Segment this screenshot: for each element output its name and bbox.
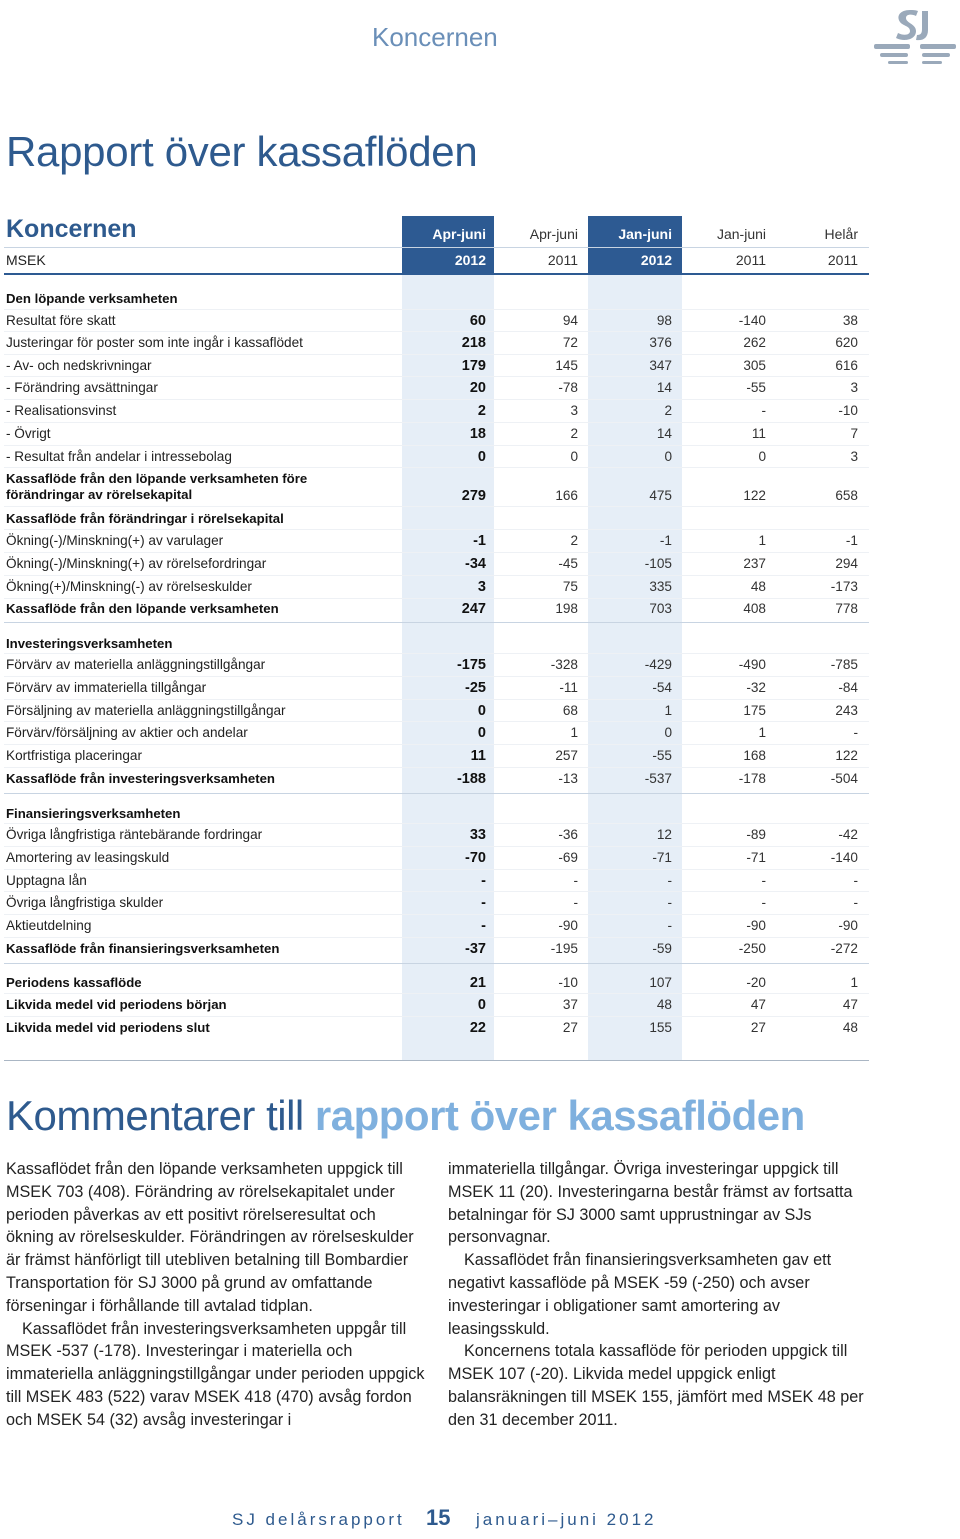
row-separator	[4, 598, 869, 599]
cell-value: 1	[758, 725, 766, 740]
cell-value: 155	[649, 1020, 672, 1035]
cell-value: -	[667, 918, 672, 933]
cell-value: -69	[558, 850, 578, 865]
cell-value: 11	[470, 748, 486, 764]
cell-value: -90	[838, 918, 858, 933]
row-separator	[4, 506, 869, 507]
row-separator	[4, 445, 869, 446]
row-separator	[4, 846, 869, 847]
sj-logo	[870, 4, 960, 68]
comments-title-highlight: rapport över kassaflöden	[314, 1092, 805, 1139]
paragraph: Koncernens totala kassaflöde för perioden uppgick till MSEK 107 (-20). Likvida medel uppgick enligt balansräkningen till MSEK 155, jämfört med MSEK 48 per den 31 december 2011.	[448, 1342, 864, 1429]
cell-value: -90	[558, 918, 578, 933]
cell-value: -173	[830, 579, 858, 594]
row-separator	[4, 823, 869, 824]
cell-value: 18	[469, 426, 486, 442]
cell-value: 11	[751, 426, 766, 441]
cell-value: -504	[830, 771, 858, 786]
row-separator	[4, 354, 869, 355]
cell-value: -71	[746, 850, 766, 865]
row-separator	[4, 721, 869, 722]
table-row	[0, 313, 870, 333]
cell-value: 2	[664, 403, 672, 418]
row-separator	[4, 653, 869, 654]
cell-value: 175	[743, 703, 766, 718]
column-header-year: 2012	[454, 252, 486, 268]
cell-value: -45	[558, 556, 578, 571]
cell-value: 0	[758, 449, 766, 464]
cell-value: 1	[758, 533, 766, 548]
cell-value: 3	[850, 449, 858, 464]
cell-value: -89	[746, 827, 766, 842]
cell-value: 616	[835, 358, 858, 373]
column-header-year: 2011	[827, 252, 858, 268]
svg-text:SJ: SJ	[915, 28, 917, 29]
cell-value: 3	[570, 403, 578, 418]
cell-value: 22	[469, 1020, 486, 1036]
section-divider	[4, 793, 869, 794]
cell-value: -328	[550, 657, 578, 672]
row-label: Kassaflöde från finansieringsverksamheten	[6, 941, 280, 956]
row-label: Ökning(+)/Minskning(-) av rörelseskulder	[6, 579, 252, 594]
table-row	[0, 380, 870, 400]
cell-value: 33	[469, 827, 486, 843]
cell-value: -36	[558, 827, 578, 842]
cell-value: 658	[835, 488, 858, 503]
row-separator	[4, 1016, 869, 1017]
row-label: - Övrigt	[6, 426, 51, 441]
cell-value: -54	[652, 680, 672, 695]
row-label: Förvärv av immateriella tillgångar	[6, 680, 207, 695]
cell-value: -	[667, 873, 672, 888]
row-label: Aktieutdelning	[6, 918, 92, 933]
table-row	[0, 703, 870, 723]
cell-value: 166	[555, 488, 578, 503]
footer-report-name: SJ delårsrapport	[232, 1510, 405, 1529]
cell-value: 294	[835, 556, 858, 571]
row-separator	[4, 869, 869, 870]
cell-value: -	[667, 895, 672, 910]
row-label: Finansieringsverksamheten	[6, 806, 181, 821]
cell-value: 703	[649, 601, 672, 616]
cell-value: -	[853, 725, 858, 740]
cell-value: 47	[842, 997, 858, 1012]
row-label: - Av- och nedskrivningar	[6, 358, 152, 373]
cell-value: 37	[562, 997, 578, 1012]
row-separator	[4, 399, 869, 400]
cell-value: 14	[656, 426, 672, 441]
cell-value: 68	[562, 703, 578, 718]
table-row	[0, 426, 870, 446]
column-header-year: 2012	[640, 252, 672, 268]
row-label-continued: förändringar av rörelsekapital	[6, 487, 193, 502]
row-label: Ökning(-)/Minskning(+) av varulager	[6, 533, 224, 548]
cell-value: -105	[644, 556, 672, 571]
cell-value: -25	[465, 680, 486, 696]
table-row	[0, 556, 870, 576]
cell-value: 21	[469, 975, 486, 991]
cell-value: 168	[743, 748, 766, 763]
cell-value: 376	[649, 335, 672, 350]
row-label: Förvärv av materiella anläggningstillgångar	[6, 657, 266, 672]
cell-value: 72	[562, 335, 578, 350]
table-row	[0, 997, 870, 1017]
table-row	[0, 511, 870, 531]
table-row	[0, 975, 870, 995]
paragraph: Kassaflödet från investeringsverksamheten uppgår till MSEK -537 (-178). Investeringar i materiella och immateriella anläggningstillgångar under perioden uppgick till MSEK 483 (522) varav MSEK 418 (470) avsåg fordon och MSEK 54 (32) avsåg investeringar i	[6, 1319, 425, 1429]
row-separator	[4, 422, 869, 423]
comments-title-part: Kommentarer till	[6, 1092, 315, 1139]
row-label: - Förändring avsättningar	[6, 380, 158, 395]
cell-value: -34	[465, 556, 486, 572]
row-label: Övriga långfristiga räntebärande fordringar	[6, 827, 263, 842]
cell-value: -140	[830, 850, 858, 865]
table-row	[0, 533, 870, 553]
table-row	[0, 335, 870, 355]
cell-value: 0	[570, 449, 578, 464]
cell-value: 0	[477, 725, 486, 741]
cell-value: 2	[570, 533, 578, 548]
row-label: Kassaflöde från den löpande verksamheten	[6, 601, 279, 616]
cell-value: 247	[461, 601, 486, 617]
row-separator	[4, 767, 869, 768]
cell-value: -84	[838, 680, 858, 695]
table-row	[0, 941, 870, 961]
cell-value: 179	[461, 358, 486, 374]
row-label: Investeringsverksamheten	[6, 636, 173, 651]
row-label: - Resultat från andelar i intressebolag	[6, 449, 232, 464]
row-separator	[4, 467, 869, 468]
table-row	[0, 358, 870, 378]
table-row	[0, 471, 870, 504]
row-separator	[4, 575, 869, 576]
cell-value: 27	[750, 1020, 766, 1035]
cell-value: -	[573, 895, 578, 910]
row-label: Resultat före skatt	[6, 313, 116, 328]
cell-value: 3	[477, 579, 486, 595]
row-label: Kassaflöde från investeringsverksamheten	[6, 771, 275, 786]
row-label: Justeringar för poster som inte ingår i kassaflödet	[6, 335, 303, 350]
paragraph: immateriella tillgångar. Övriga investeringar uppgick till MSEK 11 (20). Investeringarna består främst av fortsatta betalningar för SJ 3000 samt upprustningar av SJs personvagnar.	[448, 1160, 853, 1247]
cell-value: -785	[830, 657, 858, 672]
cell-value: 0	[477, 703, 486, 719]
row-label: Den löpande verksamheten	[6, 291, 178, 306]
cell-value: -175	[456, 657, 486, 673]
table-row	[0, 918, 870, 938]
cell-value: -	[761, 895, 766, 910]
cell-value: -55	[652, 748, 672, 763]
section-label: Koncernen	[372, 22, 498, 52]
cell-value: -	[573, 873, 578, 888]
comments-right-column	[448, 1158, 868, 1432]
table-row	[0, 449, 870, 469]
table-row	[0, 601, 870, 621]
row-separator	[4, 699, 869, 700]
cell-value: -59	[652, 941, 672, 956]
cell-value: -10	[838, 403, 858, 418]
cell-value: -1	[659, 533, 672, 548]
cell-value: 48	[750, 579, 766, 594]
cell-value: 218	[461, 335, 486, 351]
table-row	[0, 827, 870, 847]
cell-value: -195	[550, 941, 578, 956]
cell-value: -490	[738, 657, 766, 672]
cell-value: 107	[649, 975, 672, 990]
table-row	[0, 895, 870, 915]
table-row	[0, 403, 870, 423]
cell-value: 20	[469, 380, 486, 396]
cell-value: -	[761, 873, 766, 888]
column-header-period: Apr-juni	[529, 226, 578, 242]
cell-value: 243	[835, 703, 858, 718]
table-row	[0, 850, 870, 870]
cell-value: -188	[456, 771, 486, 787]
row-label: Likvida medel vid periodens slut	[6, 1020, 210, 1035]
row-label: Ökning(-)/Minskning(+) av rörelsefordringar	[6, 556, 267, 571]
cell-value: 3	[850, 380, 858, 395]
cell-value: 305	[743, 358, 766, 373]
footer-page-number: 15	[426, 1505, 451, 1530]
row-label: Kassaflöde från den löpande verksamheten före	[6, 471, 308, 486]
row-separator	[4, 891, 869, 892]
row-label: Kortfristiga placeringar	[6, 748, 142, 763]
cell-value: -	[481, 918, 486, 934]
cell-value: -20	[746, 975, 766, 990]
column-header-period: Jan-juni	[618, 226, 672, 242]
cell-value: -1	[473, 533, 486, 549]
cell-value: -90	[746, 918, 766, 933]
section-divider	[4, 622, 869, 623]
cell-value: -	[853, 873, 858, 888]
column-header-period: Helår	[824, 226, 858, 242]
table-row	[0, 873, 870, 893]
paragraph: Kassaflödet från finansieringsverksamheten gav ett negativt kassaflöde på MSEK -59 (-250) och avser investeringar i obligationer samt amortering av leasingsskuld.	[448, 1251, 832, 1338]
row-separator	[4, 993, 869, 994]
cell-value: 27	[562, 1020, 578, 1035]
row-label: Likvida medel vid periodens början	[6, 997, 227, 1012]
cell-value: 0	[664, 725, 672, 740]
row-separator	[4, 552, 869, 553]
cell-value: -11	[559, 680, 578, 695]
cell-value: 75	[562, 579, 578, 594]
cell-value: 2	[570, 426, 578, 441]
table-row	[0, 771, 870, 791]
table-row	[0, 579, 870, 599]
row-label: Periodens kassaflöde	[6, 975, 142, 990]
cell-value: 7	[850, 426, 858, 441]
cell-value: 1	[570, 725, 578, 740]
row-separator	[4, 529, 869, 530]
table-row	[0, 291, 870, 311]
row-label: - Realisationsvinst	[6, 403, 117, 418]
cell-value: -42	[838, 827, 858, 842]
column-header-period: Jan-juni	[716, 226, 766, 242]
header-rule	[4, 273, 869, 275]
cell-value: -10	[558, 975, 578, 990]
header-divider	[4, 247, 869, 248]
row-label: Amortering av leasingskuld	[6, 850, 170, 865]
cell-value: 347	[649, 358, 672, 373]
cell-value: -140	[738, 313, 766, 328]
cell-value: 237	[743, 556, 766, 571]
table-row	[0, 725, 870, 745]
column-header-year: 2011	[735, 252, 766, 268]
cell-value: 475	[649, 488, 672, 503]
row-label: Övriga långfristiga skulder	[6, 895, 164, 910]
cell-value: 2	[477, 403, 486, 419]
cell-value: -70	[465, 850, 486, 866]
table-row	[0, 680, 870, 700]
cell-value: -32	[746, 680, 766, 695]
cell-value: 60	[469, 313, 486, 329]
cell-value: -37	[465, 941, 486, 957]
row-separator	[4, 331, 869, 332]
column-header-period: Apr-juni	[432, 226, 486, 242]
cell-value: -55	[746, 380, 766, 395]
cell-value: 12	[656, 827, 672, 842]
footer-period: januari–juni 2012	[476, 1510, 657, 1529]
cell-value: 48	[842, 1020, 858, 1035]
cell-value: 47	[750, 997, 766, 1012]
row-separator	[4, 914, 869, 915]
section-divider	[4, 963, 869, 964]
cell-value: 122	[835, 748, 858, 763]
paragraph: Kassaflödet från den löpande verksamheten uppgick till MSEK 703 (408). Förändring av rörelsekapitalet under perioden påverkas av ett positivt rörelseresultat och ökning av rörelseskulder. Förändringen av rörelseskulder är främst hänförligt till utebliven betalning till Bombardier Transportation för SJ 3000 på grund av omfattande förseningar i förhållande till avtalad tidplan.	[6, 1160, 414, 1315]
cell-value: -537	[644, 771, 672, 786]
column-header-year: 2011	[547, 252, 578, 268]
cell-value: 1	[664, 703, 672, 718]
row-label: Upptagna lån	[6, 873, 87, 888]
cell-value: 0	[477, 449, 486, 465]
cell-value: -272	[830, 941, 858, 956]
cell-value: -429	[644, 657, 672, 672]
table-row	[0, 657, 870, 677]
row-separator	[4, 744, 869, 745]
row-label: Kassaflöde från förändringar i rörelsekapital	[6, 511, 284, 526]
cell-value: -	[761, 403, 766, 418]
row-separator	[4, 937, 869, 938]
table-bottom-rule	[4, 1060, 869, 1061]
cell-value: 48	[656, 997, 672, 1012]
row-separator	[4, 309, 869, 310]
cell-value: -71	[652, 850, 672, 865]
page-title: Rapport över kassaflöden	[6, 128, 478, 175]
cell-value: -	[481, 895, 486, 911]
table-title: Koncernen	[6, 215, 137, 243]
comments-left-column	[6, 1158, 426, 1432]
cell-value: -78	[558, 380, 578, 395]
cell-value: 94	[562, 313, 578, 328]
cell-value: 0	[477, 997, 486, 1013]
cell-value: -13	[558, 771, 578, 786]
row-label: Försäljning av materiella anläggningstillgångar	[6, 703, 286, 718]
table-row	[0, 1020, 870, 1040]
cell-value: -178	[738, 771, 766, 786]
cell-value: 198	[555, 601, 578, 616]
row-label: Förvärv/försäljning av aktier och andelar	[6, 725, 248, 740]
cell-value: 145	[555, 358, 578, 373]
cell-value: 98	[656, 313, 672, 328]
cell-value: 14	[656, 380, 672, 395]
cell-value: 38	[842, 313, 858, 328]
cell-value: 122	[743, 488, 766, 503]
cell-value: -	[481, 873, 486, 889]
row-separator	[4, 376, 869, 377]
cell-value: -1	[845, 533, 858, 548]
row-separator	[4, 676, 869, 677]
cell-value: 335	[649, 579, 672, 594]
cell-value: 1	[850, 975, 858, 990]
cell-value: 257	[555, 748, 578, 763]
cell-value: -	[853, 895, 858, 910]
table-row	[0, 748, 870, 768]
comments-title	[6, 1092, 805, 1140]
cell-value: 778	[835, 601, 858, 616]
cell-value: 279	[461, 488, 486, 504]
cell-value: 262	[743, 335, 766, 350]
cell-value: 408	[743, 601, 766, 616]
cell-value: 620	[835, 335, 858, 350]
cell-value: -250	[738, 941, 766, 956]
table-unit: MSEK	[6, 252, 46, 268]
cell-value: 0	[664, 449, 672, 464]
